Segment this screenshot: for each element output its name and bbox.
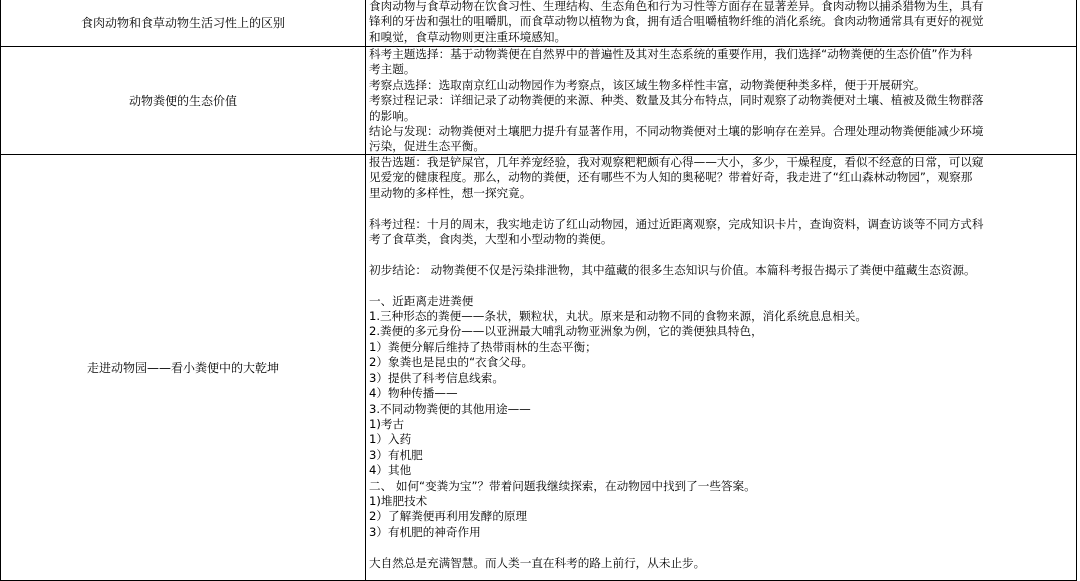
text-line: 3）有机肥的神奇作用 <box>369 524 481 539</box>
text-line: 考察过程记录：详细记录了动物粪便的来源、种类、数量及其分布特点，同时观察了动物粪便对土壤、植被及微生物群落 <box>369 93 984 108</box>
topic-cell[interactable]: 走进动物园——看小粪便中的大乾坤 <box>0 155 366 580</box>
text-line <box>369 247 1073 262</box>
text-line: 1)考古 <box>369 416 405 431</box>
text-line: 污染，促进生态平衡。 <box>369 139 485 154</box>
table-row <box>0 47 1077 155</box>
text-line: 2.粪便的多元身份——以亚洲最大哺乳动物亚洲象为例，它的粪便独具特色， <box>369 324 763 339</box>
text-line: 1.三种形态的粪便——条状，颗粒状，丸状。原来是和动物不同的食物来源，消化系统息息相关。 <box>369 309 868 324</box>
text-line: 1）入药 <box>369 432 412 447</box>
text-line: 锋利的牙齿和强壮的咀嚼肌，而食草动物以植物为食，拥有适合咀嚼植物纤维的消化系统。食肉动物通常具有更好的视觉 <box>369 14 984 29</box>
text-line: 1)堆肥技术 <box>369 493 428 508</box>
text-line: 科考主题选择：基于动物粪便在自然界中的普遍性及其对生态系统的重要作用，我们选择“动物粪便的生态价值”作为科 <box>369 47 973 61</box>
table-row <box>0 155 1077 581</box>
text-line: 1）粪便分解后维持了热带雨林的生态平衡； <box>369 339 597 354</box>
text-line: 里动物的多样性，想一探究竟。 <box>369 185 532 200</box>
content-cell[interactable] <box>366 0 1077 46</box>
text-line: 结论与发现：动物粪便对土壤肥力提升有显著作用，不同动物粪便对土壤的影响存在差异。合理处理动物粪便能减少环境 <box>369 124 984 139</box>
text-line: 一、近距离走进粪便 <box>369 293 474 308</box>
text-line: 2）了解粪便再利用发酵的原理 <box>369 509 528 524</box>
text-line: 2）象粪也是昆虫的“衣食父母。 <box>369 355 534 370</box>
text-line: 3）提供了科考信息线索。 <box>369 370 504 385</box>
text-line: 考主题。 <box>369 62 416 77</box>
text-line: 4）其他 <box>369 463 412 478</box>
text-line: 大自然总是充满智慧。而人类一直在科考的路上前行，从未止步。 <box>369 555 706 570</box>
text-line: 考了食草类，食肉类，大型和小型动物的粪便。 <box>369 232 613 247</box>
text-line <box>369 540 1073 555</box>
content-cell[interactable] <box>366 155 1077 580</box>
text-line: 科考过程：十月的周末，我实地走访了红山动物园，通过近距离观察，完成知识卡片，查询资料，调查访谈等不同方式科 <box>369 216 984 231</box>
text-line <box>369 278 1073 293</box>
topic-cell[interactable]: 动物粪便的生态价值 <box>0 47 366 154</box>
text-line: 考察点选择：选取南京红山动物园作为考察点，该区域生物多样性丰富，动物粪便种类多样，便于开展研究。 <box>369 77 926 92</box>
table-row <box>0 0 1077 47</box>
text-line: 和嗅觉，食草动物则更注重环境感知。 <box>369 29 567 44</box>
text-line: 食肉动物与食草动物在饮食习性、生理结构、生态角色和行为习性等方面存在显著差异。食肉动物以捕杀猎物为生，具有 <box>369 0 984 13</box>
text-line: 的影响。 <box>369 108 416 123</box>
topic-cell[interactable]: 食肉动物和食草动物生活习性上的区别 <box>0 0 366 46</box>
text-line: 二、 如何“变粪为宝”？带着问题我继续探索，在动物园中找到了一些答案。 <box>369 478 756 493</box>
text-line: 报告选题：我是铲屎官，几年养宠经验，我对观察粑粑颇有心得——大小，多少，干燥程度，看似不经意的日常，可以窥 <box>369 155 984 169</box>
text-line: 初步结论： 动物粪便不仅是污染排泄物，其中蕴藏的很多生态知识与价值。本篇科考报告揭示了粪便中蕴藏生态资源。 <box>369 262 976 277</box>
text-line: 4）物种传播—— <box>369 386 458 401</box>
text-line: 3）有机肥 <box>369 447 423 462</box>
text-line <box>369 201 1073 216</box>
content-cell[interactable] <box>366 47 1077 154</box>
text-line: 3.不同动物粪便的其他用途—— <box>369 401 531 416</box>
text-line: 见爱宠的健康程度。那么，动物的粪便，还有哪些不为人知的奥秘呢？带着好奇，我走进了“红山森林动物园”，观察那 <box>369 170 973 185</box>
